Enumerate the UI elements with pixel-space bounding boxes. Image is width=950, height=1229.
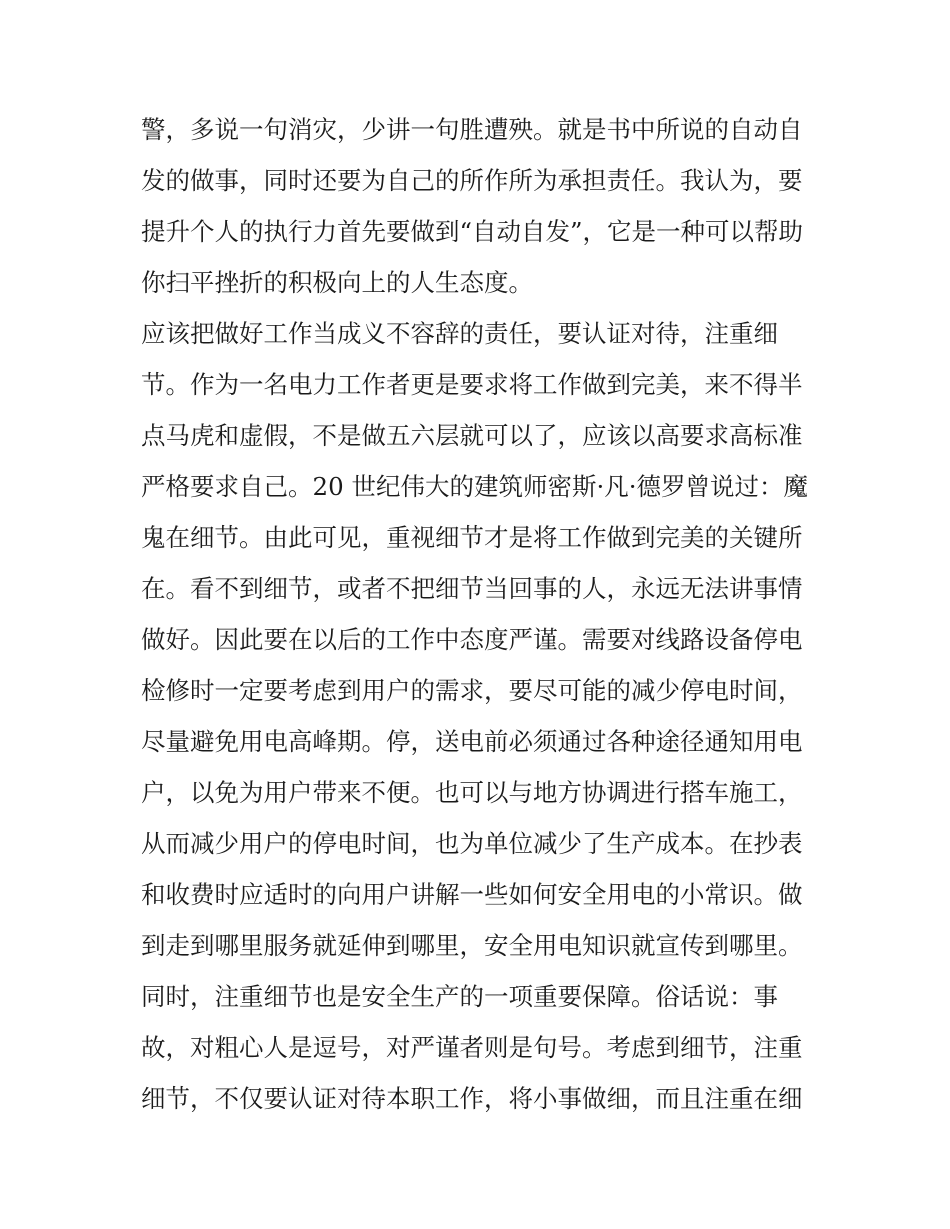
text-line: 做好。因此要在以后的工作中态度严谨。需要对线路设备停电 <box>141 625 803 654</box>
text-line: 提升个人的执行力首先要做到“自动自发”，它是一种可以帮助 <box>141 217 804 246</box>
text-line: 警，多说一句消灾，少讲一句胜遭殃。就是书中所说的自动自 <box>141 115 803 144</box>
text-line: 到走到哪里服务就延伸到哪里，安全用电知识就宣传到哪里。 <box>141 931 803 960</box>
text-line: 尽量避免用电高峰期。停，送电前必须通过各种途径通知用电 <box>141 727 803 756</box>
text-line: 在。看不到细节，或者不把细节当回事的人，永远无法讲事情 <box>141 574 803 603</box>
text-line: 你扫平挫折的积极向上的人生态度。 <box>141 268 533 297</box>
text-line: 从而减少用户的停电时间，也为单位减少了生产成本。在抄表 <box>141 829 803 858</box>
text-line: 细节，不仅要认证对待本职工作，将小事做细，而且注重在细 <box>141 1084 803 1113</box>
text-line: 同时，注重细节也是安全生产的一项重要保障。俗话说：事 <box>141 982 778 1011</box>
text-line: 应该把做好工作当成义不容辞的责任，要认证对待，注重细 <box>141 319 778 348</box>
text-line: 点马虎和虚假，不是做五六层就可以了，应该以高要求高标准 <box>141 421 803 450</box>
text-line: 发的做事，同时还要为自己的所作所为承担责任。我认为，要 <box>141 166 803 195</box>
text-line: 检修时一定要考虑到用户的需求，要尽可能的减少停电时间， <box>141 676 803 705</box>
text-line: 故，对粗心人是逗号，对严谨者则是句号。考虑到细节，注重 <box>141 1033 803 1062</box>
text-line: 户，以免为用户带来不便。也可以与地方协调进行搭车施工， <box>141 778 803 807</box>
text-line: 节。作为一名电力工作者更是要求将工作做到完美，来不得半 <box>141 370 803 399</box>
text-line: 严格要求自己。20 世纪伟大的建筑师密斯·凡·德罗曾说过：魔 <box>141 472 809 501</box>
text-line: 鬼在细节。由此可见，重视细节才是将工作做到完美的关键所 <box>141 523 803 552</box>
text-line: 和收费时应适时的向用户讲解一些如何安全用电的小常识。做 <box>141 880 803 909</box>
